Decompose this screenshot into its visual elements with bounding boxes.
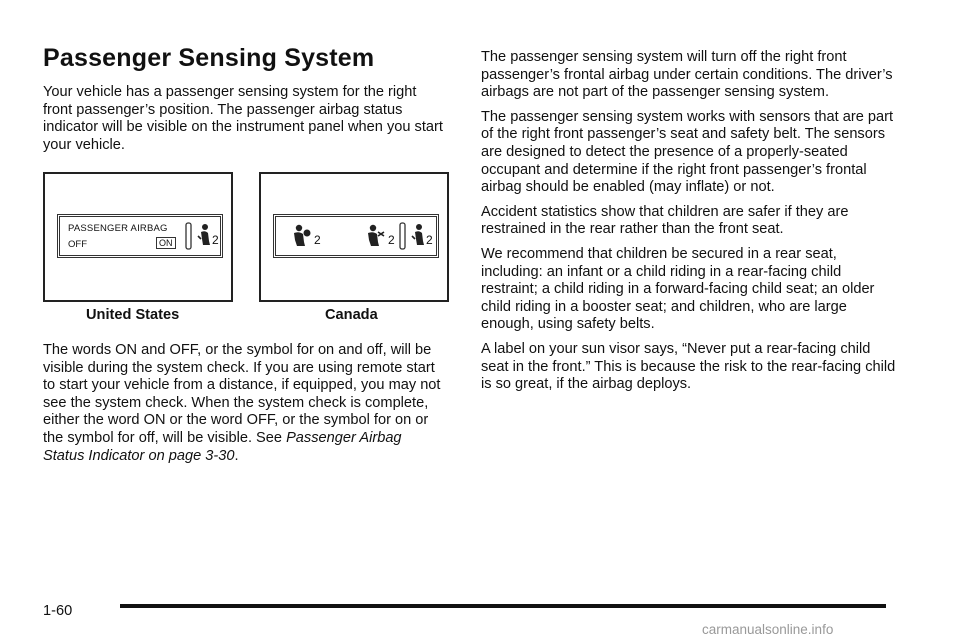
paragraph-recommendation: We recommend that children be secured in a rear seat, including: an infant or a child riding in a rear-facing child restraint; a child riding in a forward-facing child seat; an older child riding in a booster seat; and children, who are large enough, using safety belts. (481, 245, 875, 333)
airbag-off-symbol-icon (364, 223, 386, 247)
panel-title: PASSENGER AIRBAG (68, 223, 168, 234)
us-indicator-panel (57, 214, 223, 258)
watermark: carmanualsonline.info (702, 622, 834, 637)
paragraph-sun-visor: A label on your sun visor says, “Never put a rear-facing child seat in the front.” This is because the risk to the rear-facing child is so great, if the airbag deploys. (481, 340, 896, 393)
paragraph-statistics: Accident statistics show that children are safer if they are restrained in the rear rather than the front seat. (481, 203, 849, 238)
canada-suffix-3: 2 (426, 233, 433, 247)
on-label: ON (156, 237, 176, 249)
figure-canada (259, 172, 449, 302)
canada-indicator-panel (273, 214, 439, 258)
page-number: 1-60 (43, 603, 73, 619)
system-check-paragraph (43, 342, 443, 465)
us-suffix: 2 (212, 233, 219, 247)
figure-united-states (43, 172, 233, 302)
system-check-text: The words ON and OFF, or the symbol for on and off, will be visible during the system check. If you are using remote start to start your vehicle from a distance, if equipped, you may not see the system check. When the system check is complete, either the word ON or the word OFF, or the symbol for on or the symbol for off, will be visible. See (43, 342, 441, 446)
canada-suffix-2: 2 (388, 233, 395, 247)
caption-canada: Canada (325, 307, 378, 323)
caption-united-states: United States (86, 307, 180, 323)
paragraph-turn-off: The passenger sensing system will turn off the right front passenger’s frontal airbag under certain conditions. The driver’s airbags are not part of the passenger sensing system. (481, 49, 893, 101)
canada-suffix-1: 2 (314, 233, 321, 247)
left-column (43, 84, 443, 161)
airbag-passenger-icon (411, 223, 427, 247)
intro-paragraph: Your vehicle has a passenger sensing system for the right front passenger’s position. The passenger airbag status indicator will be visible on the instrument panel when you start your vehicle. (43, 84, 443, 153)
right-column (481, 49, 901, 401)
footer-rule (120, 604, 886, 608)
left-column-lower (43, 342, 443, 472)
off-label: OFF (68, 239, 87, 250)
lamp-divider-icon (399, 222, 407, 250)
airbag-passenger-icon (197, 223, 213, 247)
cross-reference-link[interactable]: Passenger Airbag Status Indicator on page 3-30 (43, 429, 402, 464)
lamp-divider-icon (185, 222, 193, 250)
page-title: Passenger Sensing System (43, 44, 375, 72)
airbag-on-symbol-icon (290, 223, 312, 247)
paragraph-sensors: The passenger sensing system works with sensors that are part of the right front passenger’s seat and safety belt. The sensors are designed to detect the presence of a properly-seated occupant and determine if the right front passenger’s frontal airbag should be enabled (may inflate) or not. (481, 108, 894, 196)
system-check-end: . (234, 447, 239, 464)
